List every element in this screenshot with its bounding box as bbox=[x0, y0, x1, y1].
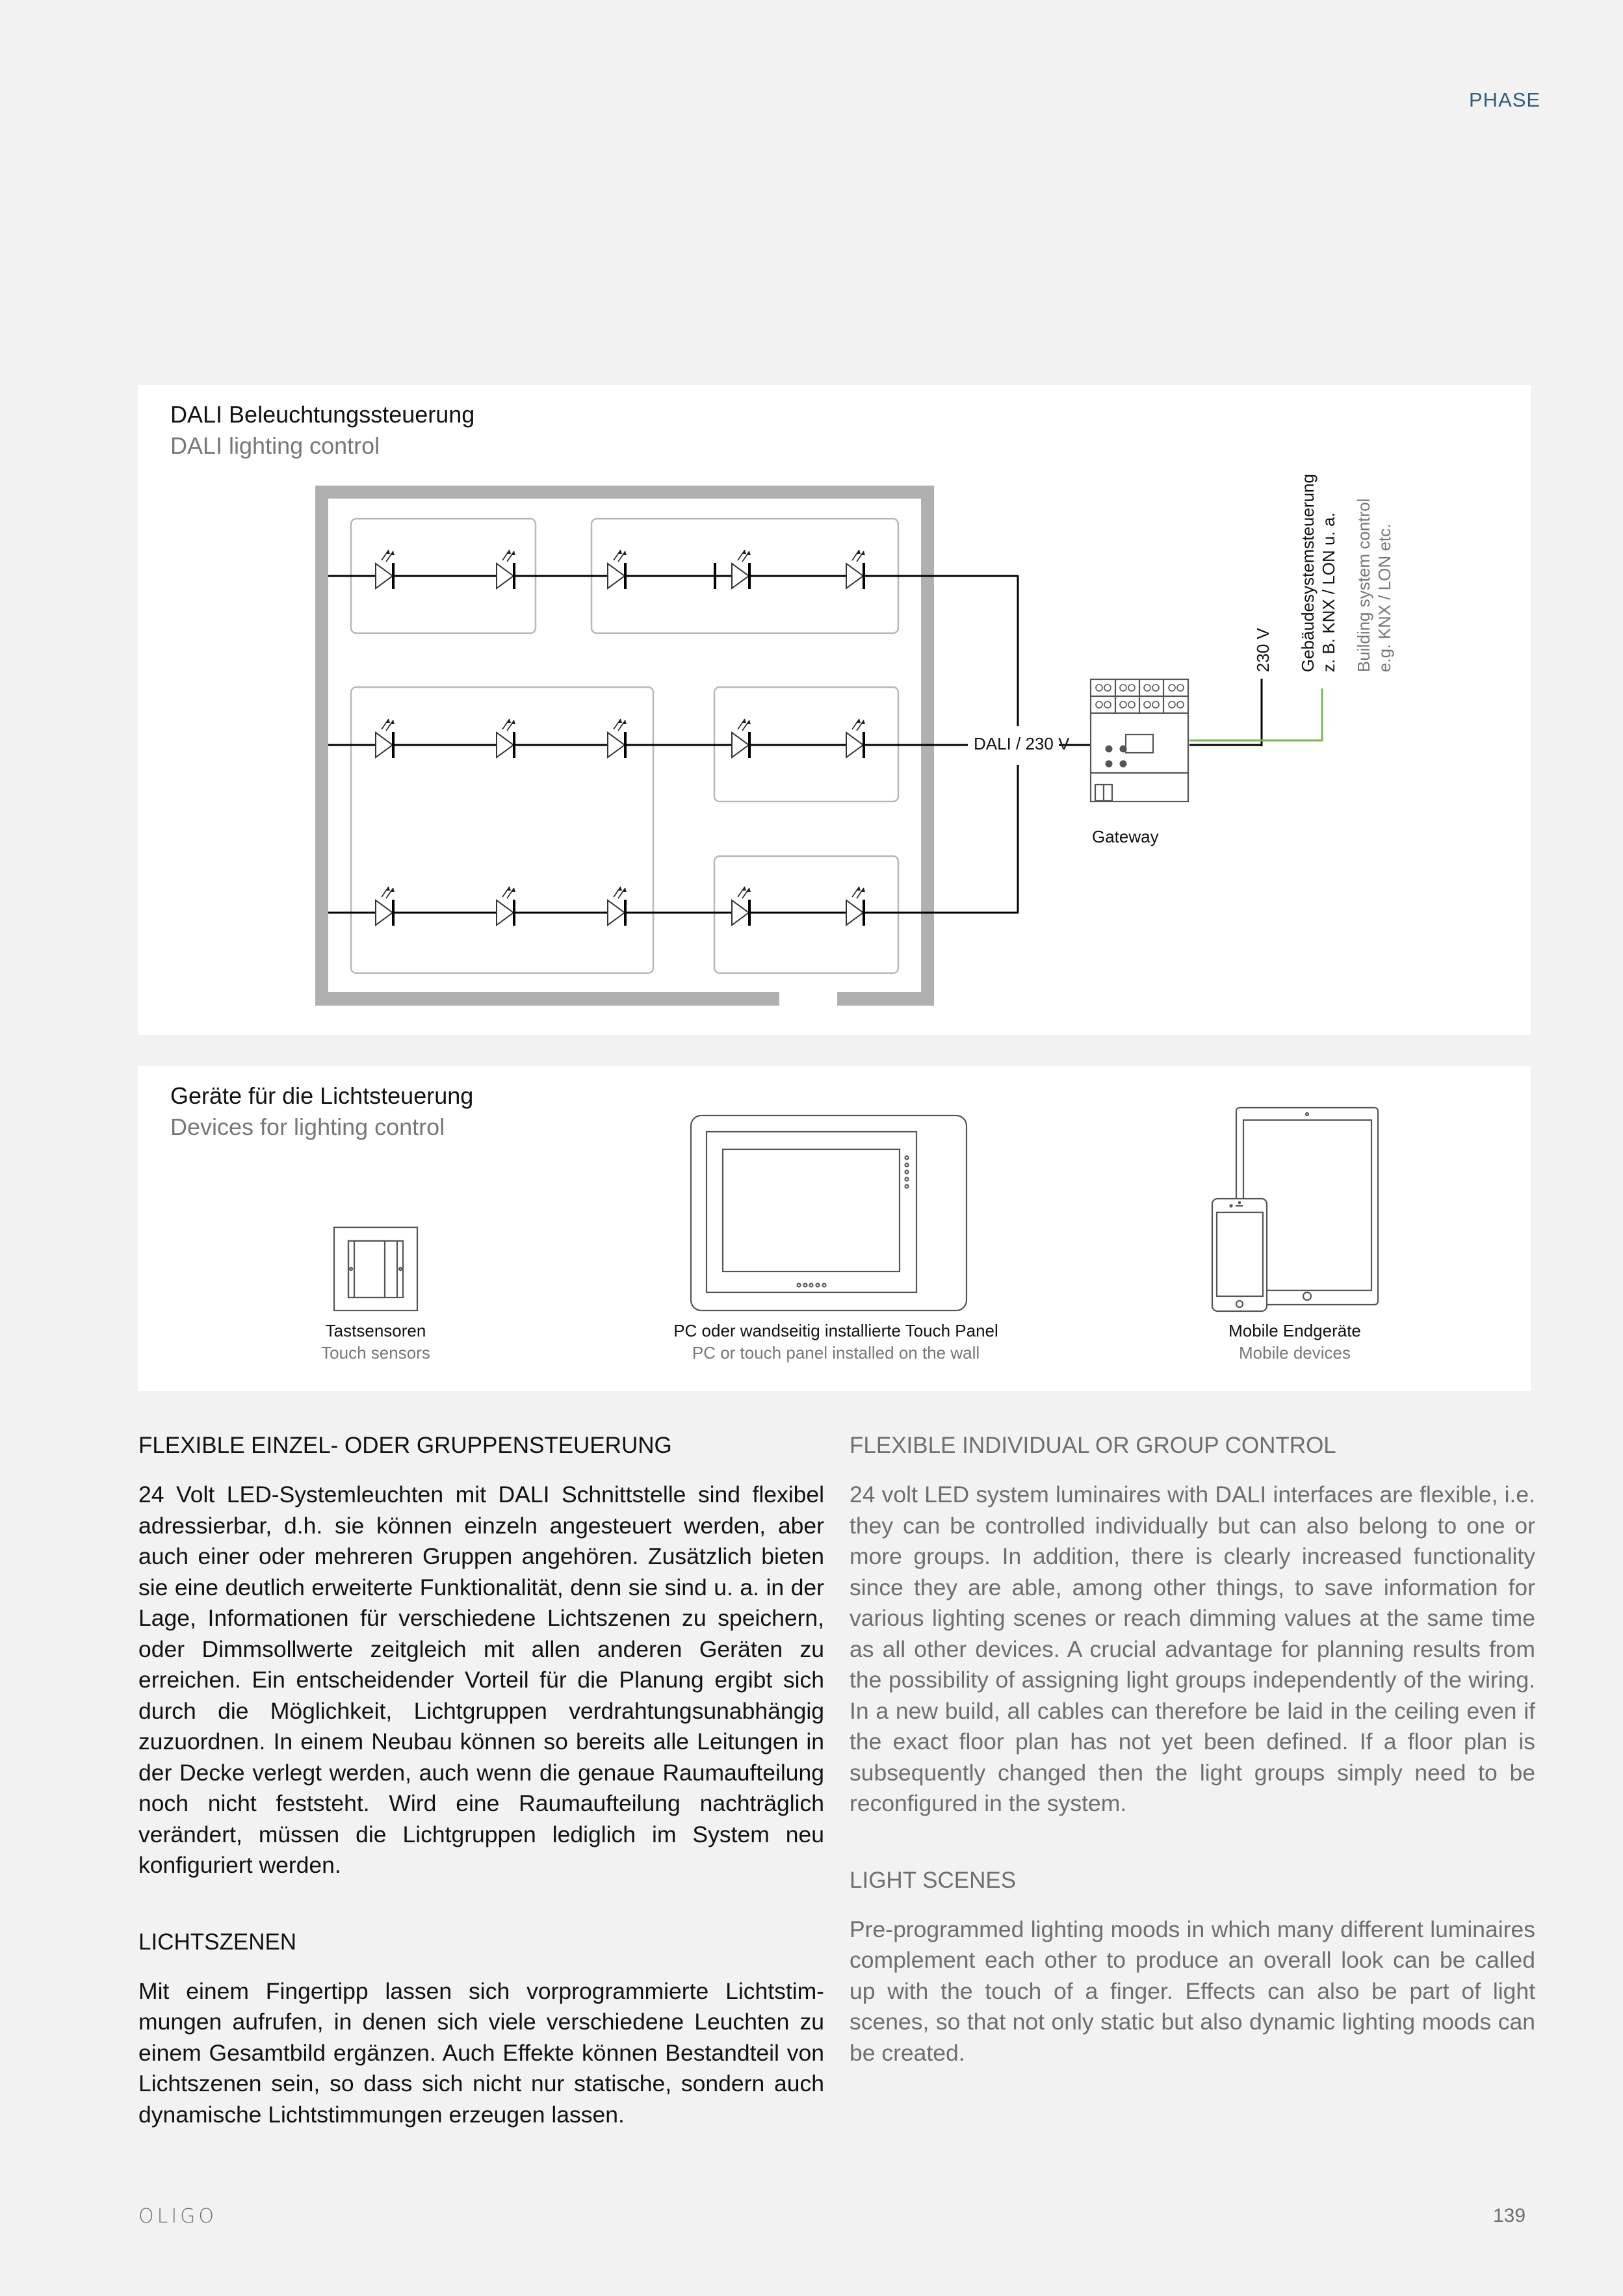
section-label: PHASE bbox=[1469, 88, 1541, 111]
building-control-de: Gebäudesystemsteuerung z. B. KNX / LON u. a. bbox=[1298, 474, 1338, 672]
touch-panel-icon bbox=[691, 1115, 967, 1311]
paragraph-scenes-en: Pre-programmed lighting moods in which many different luminaires complement each other to produce an overall look can be called up with the touch of a finger. Effects can also be part of light scenes, so that not only static but also dynamic lighting moods can be created. bbox=[850, 1916, 1535, 2066]
page-number: 139 bbox=[1493, 2205, 1526, 2226]
dali-diagram-panel bbox=[138, 385, 1531, 1035]
led-row-2 bbox=[376, 719, 865, 758]
paragraph-flexible-de: 24 Volt LED-Systemleuchten mit DALI Schnittstelle sind flexibel adressierbar, d.h. sie können einzeln angesteuert werden, aber auch einer oder mehreren Gruppen angehören. Zusätzlich bieten sie eine deutlich erweiterte Funktionalität, denn sie sind u. a. in der Lage, Informationen für verschiedene Lichtszenen zu speichern, oder Dimmsollwerte zeitgleich mit allen anderen Geräten zu erreichen. Ein entscheidender Vorteil für die Planung ergibt sich durch die Möglichkeit, Lichtgruppen verdrahtungsunabhängig zuzuordnen. In einem Neubau können so bereits alle Leitungen in der Decke verlegt werden, auch wenn die genaue Raumaufteilung noch nicht feststeht. Wird eine Raumaufteilung nachträglich verändert, müssen die Lichtgruppen lediglich im System neu konfiguriert werden. bbox=[138, 1481, 824, 1878]
gateway-label: Gateway bbox=[1092, 827, 1159, 846]
device-touch-sensors: Tastsensoren Touch sensors bbox=[321, 1321, 430, 1363]
gateway-icon bbox=[1091, 679, 1188, 802]
device-touch-panel: PC oder wandseitig installierte Touch Panel PC or touch panel installed on the wall bbox=[673, 1321, 998, 1363]
heading-scenes-de: LICHTSZENEN bbox=[138, 1929, 297, 1955]
led-row-3 bbox=[376, 887, 865, 926]
heading-flexible-en: FLEXIBLE INDIVIDUAL OR GROUP CONTROL bbox=[850, 1433, 1336, 1458]
paragraph-flexible-en: 24 volt LED system luminaires with DALI interfaces are flexible, i.e. they can be controlled individually but can also belong to one or more groups. In addition, there is clearly increased functionality since they are able, among other things, to save information for various lighting scenes or reach dimming values at the same time as all other devices. A crucial advantage for planning results from the possibility of assigning light groups independently of the wiring. In a new build, all cables can therefore be laid in the ceiling even if the exact floor plan has not yet been defined. If a floor plan is subsequently changed then the light groups simply need to be reconfigured in the system. bbox=[850, 1481, 1535, 1816]
touch-sensor-icon bbox=[334, 1227, 417, 1311]
power-label: 230 V bbox=[1253, 628, 1273, 672]
diagram-title-de: DALI Beleuchtungssteuerung bbox=[170, 401, 475, 428]
devices-panel bbox=[138, 1066, 1531, 1391]
brand-logo: OLIGO bbox=[138, 2205, 218, 2228]
device-mobile: Mobile Endgeräte Mobile devices bbox=[1228, 1321, 1361, 1363]
heading-scenes-en: LIGHT SCENES bbox=[850, 1867, 1017, 1893]
building-control-en: Building system control e.g. KNX / LON etc. bbox=[1354, 498, 1394, 672]
heading-flexible-de: FLEXIBLE EINZEL- ODER GRUPPENSTEUERUNG bbox=[138, 1433, 672, 1458]
dali-bus-label: DALI / 230 V bbox=[974, 734, 1070, 753]
mobile-devices-icon bbox=[1212, 1108, 1378, 1311]
paragraph-scenes-de: Mit einem Fingertipp lassen sich vorprogrammierte Lichtstimmungen aufrufen, in denen sich viele verschiedene Leuchten zu einem Gesamtbild ergänzen. Auch Effekte können Bestandteil von Lichtszenen sein, so dass sich nicht nur statische, sondern auch dynamische Lichtstimmungen erzeugen lassen. bbox=[138, 1977, 824, 2128]
led-row-1 bbox=[376, 550, 865, 589]
english-text-column bbox=[850, 1430, 1535, 2114]
devices-title: Geräte für die Lichtsteuerung Devices for lighting control bbox=[170, 1082, 474, 1140]
german-text-column bbox=[138, 1430, 824, 2176]
diagram-title-en: DALI lighting control bbox=[170, 432, 380, 459]
